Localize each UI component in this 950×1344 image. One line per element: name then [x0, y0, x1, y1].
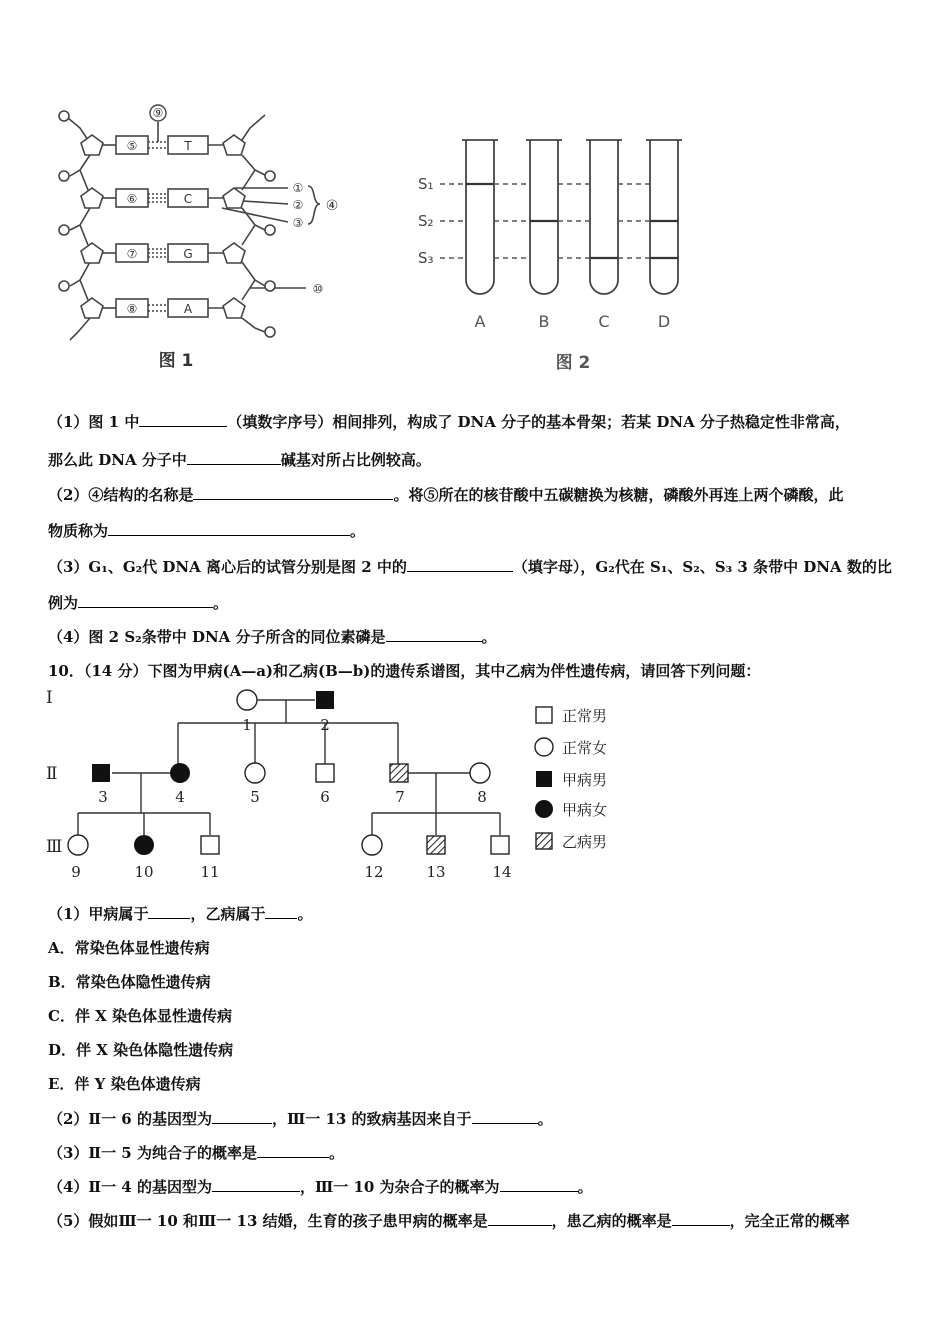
q10-sub5 [48, 1210, 850, 1231]
label-10: ⑩ [312, 282, 324, 296]
q10-sub4 [48, 1176, 593, 1197]
answer-blank[interactable] [78, 593, 213, 608]
text: 。 [537, 1110, 553, 1128]
answer-blank[interactable] [488, 1211, 552, 1226]
individual-8 [470, 763, 490, 783]
individual-5 [245, 763, 265, 783]
answer-blank[interactable] [212, 1109, 272, 1124]
q10-sub1 [48, 903, 312, 924]
label: 9 [71, 863, 81, 881]
text: ，乙病属于 [190, 905, 266, 923]
q9-part2-line1 [48, 484, 843, 505]
legend-normal-female-icon [535, 738, 553, 756]
text: 。 [577, 1178, 593, 1196]
label: 1 [242, 716, 252, 734]
generation-2: Ⅱ [46, 764, 58, 784]
answer-blank[interactable] [193, 485, 393, 500]
generation-3: Ⅲ [46, 837, 63, 857]
label: 2 [320, 716, 330, 734]
figure-2-tubes-diagram [410, 130, 700, 380]
text: 那么此 DNA 分子中 [48, 451, 187, 469]
q9-part1-line1 [48, 411, 850, 432]
individual-9 [68, 835, 88, 855]
tube-label-a: A [474, 312, 486, 331]
legend-disease-a-female-icon [535, 800, 553, 818]
tube-label-b: B [538, 312, 550, 331]
individual-10 [134, 835, 154, 855]
label: 8 [477, 788, 487, 806]
legend-label: 甲病女 [562, 801, 608, 819]
individual-3 [92, 764, 110, 782]
q10-title: 10．（14 分）下图为甲病(A—a)和乙病(B—b)的遗传系谱图，其中乙病为伴性遗传病，请回答下列问题： [48, 662, 761, 680]
label: 4 [175, 788, 185, 806]
legend-disease-a-male-icon [536, 771, 552, 787]
answer-blank[interactable] [257, 1143, 329, 1158]
label-1: ① [292, 181, 304, 195]
text: （4）Ⅱ一 4 的基因型为 [48, 1178, 212, 1196]
q10-sub3 [48, 1142, 344, 1163]
text: 。 [297, 905, 313, 923]
individual-4 [170, 763, 190, 783]
answer-blank[interactable] [472, 1109, 538, 1124]
text: （3）Ⅱ一 5 为纯合子的概率是 [48, 1144, 257, 1162]
label-9: ⑨ [152, 106, 164, 120]
answer-blank[interactable] [108, 521, 350, 536]
text: ，完全正常的概率 [729, 1212, 850, 1230]
label-5: ⑤ [126, 139, 138, 153]
text: 。 [350, 522, 366, 540]
option-e: E．伴 Y 染色体遗传病 [48, 1075, 201, 1093]
label: 11 [200, 863, 220, 881]
answer-blank[interactable] [212, 1177, 300, 1192]
text: 。将⑤所在的核苷酸中五碳糖换为核糖，磷酸外再连上两个磷酸，此 [393, 486, 844, 504]
option-d: D．伴 X 染色体隐性遗传病 [48, 1041, 234, 1059]
q10-sub2 [48, 1108, 553, 1129]
label: 14 [492, 863, 512, 881]
text: 。 [213, 594, 229, 612]
base-g: G [183, 247, 193, 261]
legend-normal-male-icon [536, 707, 552, 723]
text: （4）图 2 S₂条带中 DNA 分子所含的同位素磷是 [48, 628, 386, 646]
individual-6 [316, 764, 334, 782]
q9-part4 [48, 626, 497, 647]
tube-label-c: C [598, 312, 610, 331]
figure-1-dna-diagram [50, 100, 350, 380]
label: 3 [98, 788, 108, 806]
legend-disease-b-male-icon [536, 833, 552, 849]
text: 物质称为 [48, 522, 109, 540]
q9-part1-line2 [48, 449, 431, 470]
q9-part2-line2 [48, 520, 365, 541]
answer-blank[interactable] [500, 1177, 578, 1192]
text: （5）假如Ⅲ一 10 和Ⅲ一 13 结婚，生育的孩子患甲病的概率是 [48, 1212, 488, 1230]
label-7: ⑦ [126, 247, 138, 261]
text: （2）Ⅱ一 6 的基因型为 [48, 1110, 212, 1128]
option-a: A．常染色体显性遗传病 [48, 939, 210, 957]
text: ，患乙病的概率是 [551, 1212, 672, 1230]
q9-part3-line1 [48, 556, 892, 577]
tube-label-d: D [657, 312, 671, 331]
label: 5 [250, 788, 260, 806]
answer-blank[interactable] [187, 450, 281, 465]
answer-blank[interactable] [407, 557, 513, 572]
band-label-s1: S₁ [418, 175, 434, 193]
label: 7 [395, 788, 405, 806]
text: （1）图 1 中 [48, 413, 140, 431]
text: （填字母），G₂代在 S₁、S₂、S₃ 3 条带中 DNA 数的比 [512, 558, 892, 576]
answer-blank[interactable] [672, 1211, 730, 1226]
text: ，Ⅲ一 10 为杂合子的概率为 [299, 1178, 500, 1196]
individual-12 [362, 835, 382, 855]
answer-blank[interactable] [139, 412, 227, 427]
legend-label: 正常男 [562, 707, 608, 725]
band-label-s3: S₃ [418, 249, 434, 267]
individual-14 [491, 836, 509, 854]
base-c: C [183, 192, 193, 206]
text: （3）G₁、G₂代 DNA 离心后的试管分别是图 2 中的 [48, 558, 407, 576]
text: 例为 [48, 594, 79, 612]
text: （2）④结构的名称是 [48, 486, 194, 504]
text: 碱基对所占比例较高。 [280, 451, 431, 469]
individual-1 [237, 690, 257, 710]
pedigree-chart [40, 685, 640, 885]
individual-13 [427, 836, 445, 854]
option-c: C．伴 X 染色体显性遗传病 [48, 1007, 233, 1025]
text: ，Ⅲ一 13 的致病基因来自于 [271, 1110, 472, 1128]
q9-part3-line2 [48, 592, 228, 613]
individual-11 [201, 836, 219, 854]
figure-2-caption: 图 2 [555, 353, 591, 373]
label: 10 [134, 863, 154, 881]
individual-7 [390, 764, 408, 782]
label: 6 [320, 788, 330, 806]
label-8: ⑧ [126, 302, 138, 316]
answer-blank[interactable] [265, 904, 297, 919]
label-2: ② [292, 198, 304, 212]
base-a: A [183, 302, 193, 316]
individual-2 [316, 691, 334, 709]
label-4: ④ [325, 198, 339, 214]
band-label-s2: S₂ [418, 212, 434, 230]
figure-1-caption: 图 1 [158, 351, 194, 371]
text: （1）甲病属于 [48, 905, 149, 923]
label: 13 [426, 863, 446, 881]
answer-blank[interactable] [148, 904, 190, 919]
legend-label: 甲病男 [562, 771, 608, 789]
label-3: ③ [292, 216, 304, 230]
text: 。 [328, 1144, 344, 1162]
option-b: B．常染色体隐性遗传病 [48, 973, 211, 991]
label: 12 [364, 863, 384, 881]
generation-1: Ⅰ [46, 688, 53, 708]
legend-label: 正常女 [562, 739, 608, 757]
answer-blank[interactable] [386, 627, 482, 642]
text: （填数字序号）相间排列，构成了 DNA 分子的基本骨架；若某 DNA 分子热稳定性非常高， [227, 413, 850, 431]
legend-label: 乙病男 [562, 833, 608, 851]
label-6: ⑥ [126, 192, 138, 206]
text: 。 [481, 628, 497, 646]
base-t: T [184, 139, 192, 153]
